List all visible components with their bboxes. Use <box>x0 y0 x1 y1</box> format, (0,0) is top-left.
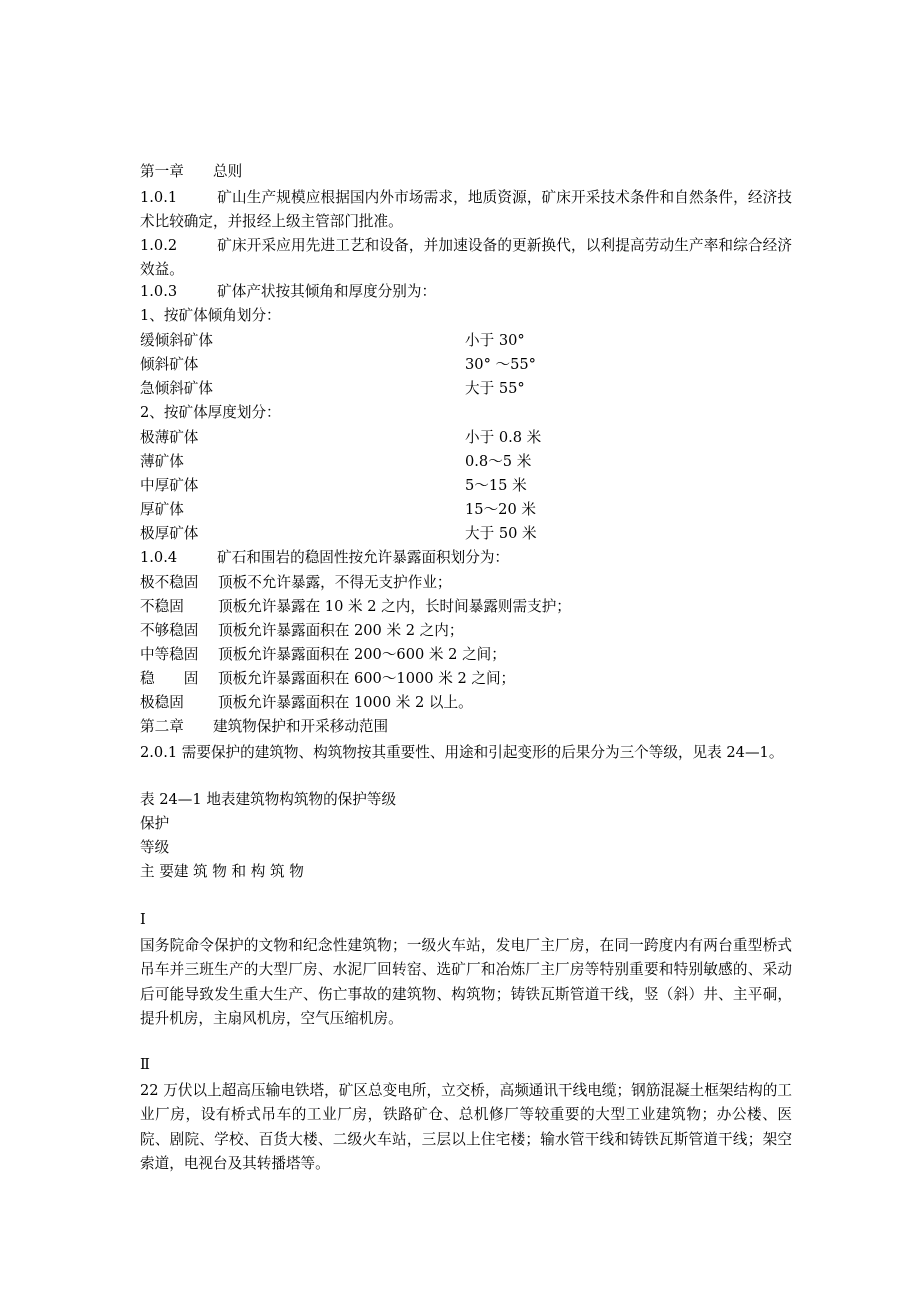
section-number: 1.0.4 <box>140 549 178 566</box>
stability-text: 顶板允许暴露面积在 600～1000 米 2 之间； <box>218 670 516 687</box>
stability-text: 顶板允许暴露面积在 1000 米 2 以上。 <box>218 694 473 711</box>
stability-text: 顶板不允许暴露，不得无支护作业； <box>218 574 452 591</box>
table-header-structures: 主 要建 筑 物 和 构 筑 物 <box>140 863 304 880</box>
stability-text: 顶板允许暴露面积在 200 米 2 之内； <box>218 622 464 639</box>
protection-level-description: 22 万伏以上超高压输电铁塔，矿区总变电所，立交桥，高频通讯干线电缆；钢筋混凝土框架结构的工业厂房，设有桥式吊车的工业厂房，铁路矿仓、总机修厂等较重要的大型工业建筑物；办公楼、医院、剧院、学校、百货大楼、二级火车站，三层以上住宅楼；输水管干线和铸铁瓦斯管道干线；架空索道，电视台及其转播塔等。 <box>140 1082 792 1172</box>
table-caption: 表 24—1 地表建筑物构筑物的保护等级 <box>140 791 397 808</box>
ore-value: 5～15 米 <box>465 477 527 494</box>
stability-class: 不够稳固 <box>140 622 199 639</box>
protection-level-description: 国务院命令保护的文物和纪念性建筑物；一级火车站，发电厂主厂房，在同一跨度内有两台重型桥式吊车并三班生产的大型厂房、水泥厂回转窑、选矿厂和冶炼厂主厂房等特别重要和特别敏感的、采动后可能导致发生重大生产、伤亡事故的建筑物、构筑物；铸铁瓦斯管道干线，竖（斜）井、主平硐，提升机房，主扇风机房，空气压缩机房。 <box>140 937 792 1027</box>
section-1-0-2 <box>140 234 792 283</box>
ore-type: 缓倾斜矿体 <box>140 332 213 349</box>
stability-class: 稳 固 <box>140 670 199 687</box>
ore-value: 大于 50 米 <box>465 525 537 542</box>
ore-type: 薄矿体 <box>140 453 184 470</box>
section-2-0-1: 2.0.1 需要保护的建筑物、构筑物按其重要性、用途和引起变形的后果分为三个等级，见表 24—1。 <box>140 744 784 761</box>
thickness-heading: 2、按矿体厚度划分： <box>140 404 281 421</box>
ore-value: 小于 30° <box>465 332 525 349</box>
stability-row <box>140 597 571 621</box>
dip-row <box>140 379 525 403</box>
stability-row <box>140 645 506 669</box>
protection-level-label: Ⅰ <box>140 911 146 928</box>
stability-text: 顶板允许暴露面积在 200～600 米 2 之间； <box>218 646 506 663</box>
ore-type: 厚矿体 <box>140 501 184 518</box>
thickness-row <box>140 500 536 524</box>
dip-row <box>140 355 536 379</box>
stability-class: 极稳固 <box>140 694 184 711</box>
thickness-row <box>140 452 532 476</box>
stability-class: 中等稳固 <box>140 646 199 663</box>
section-1-0-4 <box>140 548 509 572</box>
section-text: 矿山生产规模应根据国内外市场需求，地质资源，矿床开采技术条件和自然条件，经济技术比较确定，并报经上级主管部门批准。 <box>140 189 792 231</box>
stability-row <box>140 621 463 645</box>
section-text: 矿体产状按其倾角和厚度分别为： <box>217 283 437 300</box>
ore-value: 30° ～55° <box>465 356 536 373</box>
chapter-1-title: 第一章 总则 <box>140 163 243 180</box>
section-number: 1.0.2 <box>140 237 178 254</box>
protection-level-label: Ⅱ <box>140 1056 150 1073</box>
section-1-0-1 <box>140 186 792 235</box>
ore-value: 小于 0.8 米 <box>465 429 542 446</box>
stability-row <box>140 693 473 717</box>
stability-class: 极不稳固 <box>140 574 199 591</box>
table-header-level-line2: 等级 <box>140 839 170 856</box>
dip-heading: 1、按矿体倾角划分： <box>140 307 281 324</box>
ore-type: 极薄矿体 <box>140 429 199 446</box>
ore-value: 15～20 米 <box>465 501 536 518</box>
ore-value: 0.8～5 米 <box>465 453 532 470</box>
thickness-row <box>140 428 542 452</box>
thickness-row <box>140 476 527 500</box>
section-text: 矿石和围岩的稳固性按允许暴露面积划分为： <box>217 549 510 566</box>
stability-row <box>140 669 515 693</box>
ore-value: 大于 55° <box>465 380 525 397</box>
ore-type: 中厚矿体 <box>140 477 199 494</box>
section-text: 矿床开采应用先进工艺和设备，并加速设备的更新换代，以利提高劳动生产率和综合经济效益。 <box>140 237 792 279</box>
section-number: 1.0.3 <box>140 283 178 300</box>
thickness-row <box>140 524 537 548</box>
stability-class: 不稳固 <box>140 598 184 615</box>
chapter-2-title: 第二章 建筑物保护和开采移动范围 <box>140 718 389 735</box>
ore-type: 急倾斜矿体 <box>140 380 213 397</box>
stability-text: 顶板允许暴露在 10 米 2 之内，长时间暴露则需支护； <box>218 598 571 615</box>
section-number: 1.0.1 <box>140 189 178 206</box>
stability-row <box>140 573 452 597</box>
table-header-level-line1: 保护 <box>140 815 170 832</box>
dip-row <box>140 331 525 355</box>
ore-type: 极厚矿体 <box>140 525 199 542</box>
ore-type: 倾斜矿体 <box>140 356 199 373</box>
section-1-0-3 <box>140 282 436 306</box>
